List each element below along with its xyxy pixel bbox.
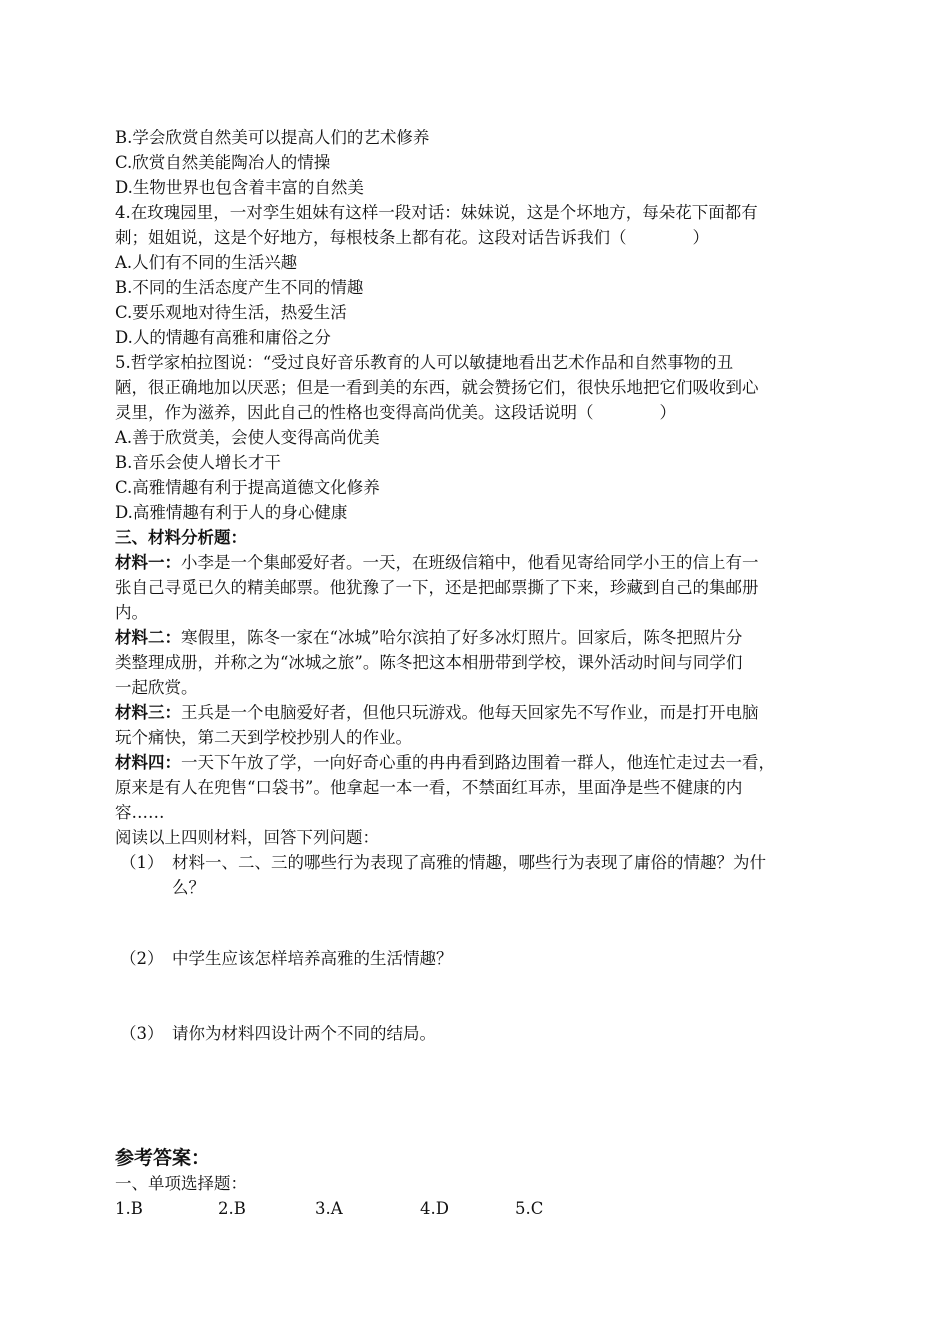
q4-option-c: C.要乐观地对待生活，热爱生活 bbox=[115, 303, 347, 322]
q5-stem-line3: 灵里，作为滋养，因此自己的性格也变得高尚优美。这段话说明（ ） bbox=[115, 403, 676, 422]
material2-text: 寒假里，陈冬一家在“冰城”哈尔滨拍了好多冰灯照片。回家后，陈冬把照片分 bbox=[181, 628, 743, 647]
q4-stem-line1: 4.在玫瑰园里，一对孪生姐妹有这样一段对话：妹妹说，这是个坏地方，每朵花下面都有 bbox=[115, 203, 758, 222]
material4-line3: 容…… bbox=[115, 803, 165, 822]
q5-stem-line1: 5.哲学家柏拉图说：“受过良好音乐教育的人可以敏捷地看出艺术作品和自然事物的丑 bbox=[115, 353, 734, 372]
q5-option-c: C.高雅情趣有利于提高道德文化修养 bbox=[115, 478, 380, 497]
answer-item-1: 1.B bbox=[115, 1199, 143, 1218]
q5-stem-line2: 陋，很正确地加以厌恶；但是一看到美的东西，就会赞扬它们，很快乐地把它们吸收到心 bbox=[115, 378, 759, 397]
q4-option-b: B.不同的生活态度产生不同的情趣 bbox=[115, 278, 364, 297]
answers-heading: 参考答案： bbox=[115, 1147, 211, 1169]
q3-option-d: D.生物世界也包含着丰富的自然美 bbox=[115, 178, 364, 197]
answer-item-2: 2.B bbox=[218, 1199, 246, 1218]
material1-text: 小李是一个集邮爱好者。一天，在班级信箱中，他看见寄给同学小王的信上有一 bbox=[181, 553, 759, 572]
answers-subheading: 一、单项选择题： bbox=[115, 1174, 247, 1193]
q5-option-a: A.善于欣赏美，会使人变得高尚优美 bbox=[115, 428, 380, 447]
q3-option-b: B.学会欣赏自然美可以提高人们的艺术修养 bbox=[115, 128, 430, 147]
material1-line3: 内。 bbox=[115, 603, 148, 622]
material3-line1 bbox=[115, 700, 850, 725]
material1-line1 bbox=[115, 550, 850, 575]
subquestion1-line2: 么？ bbox=[172, 878, 205, 897]
q3-option-c: C.欣赏自然美能陶冶人的情操 bbox=[115, 153, 331, 172]
answer-item-5: 5.C bbox=[515, 1199, 544, 1218]
material2-label: 材料二： bbox=[115, 628, 181, 647]
q5-option-d: D.高雅情趣有利于人的身心健康 bbox=[115, 503, 348, 522]
answer-item-3: 3.A bbox=[315, 1199, 343, 1218]
q4-option-a: A.人们有不同的生活兴趣 bbox=[115, 253, 298, 272]
subquestion2-number: （2） bbox=[120, 949, 164, 968]
material1-line2: 张自己寻觅已久的精美邮票。他犹豫了一下，还是把邮票撕了下来，珍藏到自己的集邮册 bbox=[115, 578, 759, 597]
material4-line2: 原来是有人在兜售“口袋书”。他拿起一本一看，不禁面红耳赤，里面净是些不健康的内 bbox=[115, 778, 743, 797]
material2-line2: 类整理成册，并称之为“冰城之旅”。陈冬把这本相册带到学校，课外活动时间与同学们 bbox=[115, 653, 743, 672]
material2-line3: 一起欣赏。 bbox=[115, 678, 198, 697]
q5-option-b: B.音乐会使人增长才干 bbox=[115, 453, 281, 472]
material1-label: 材料一： bbox=[115, 553, 181, 572]
section3-heading: 三、材料分析题： bbox=[115, 528, 247, 547]
material4-text: 一天下午放了学，一向好奇心重的冉冉看到路边围着一群人，他连忙走过去一看， bbox=[181, 753, 775, 772]
material4-label: 材料四： bbox=[115, 753, 181, 772]
subquestion3-text: 请你为材料四设计两个不同的结局。 bbox=[172, 1024, 436, 1043]
material2-line1 bbox=[115, 625, 850, 650]
q4-stem-line2: 刺；姐姐说，这是个好地方，每根枝条上都有花。这段对话告诉我们（ ） bbox=[115, 228, 709, 247]
subquestion2-text: 中学生应该怎样培养高雅的生活情趣？ bbox=[172, 949, 453, 968]
material3-text: 王兵是一个电脑爱好者，但他只玩游戏。他每天回家先不写作业，而是打开电脑 bbox=[181, 703, 759, 722]
material4-line1 bbox=[115, 750, 850, 775]
instruction-text: 阅读以上四则材料，回答下列问题： bbox=[115, 828, 379, 847]
subquestion3-number: （3） bbox=[120, 1024, 164, 1043]
material3-label: 材料三： bbox=[115, 703, 181, 722]
material3-line2: 玩个痛快，第二天到学校抄别人的作业。 bbox=[115, 728, 412, 747]
subquestion1-number: （1） bbox=[120, 853, 164, 872]
q4-option-d: D.人的情趣有高雅和庸俗之分 bbox=[115, 328, 331, 347]
subquestion1-line1: 材料一、二、三的哪些行为表现了高雅的情趣，哪些行为表现了庸俗的情趣？为什 bbox=[172, 853, 766, 872]
answer-item-4: 4.D bbox=[420, 1199, 449, 1218]
